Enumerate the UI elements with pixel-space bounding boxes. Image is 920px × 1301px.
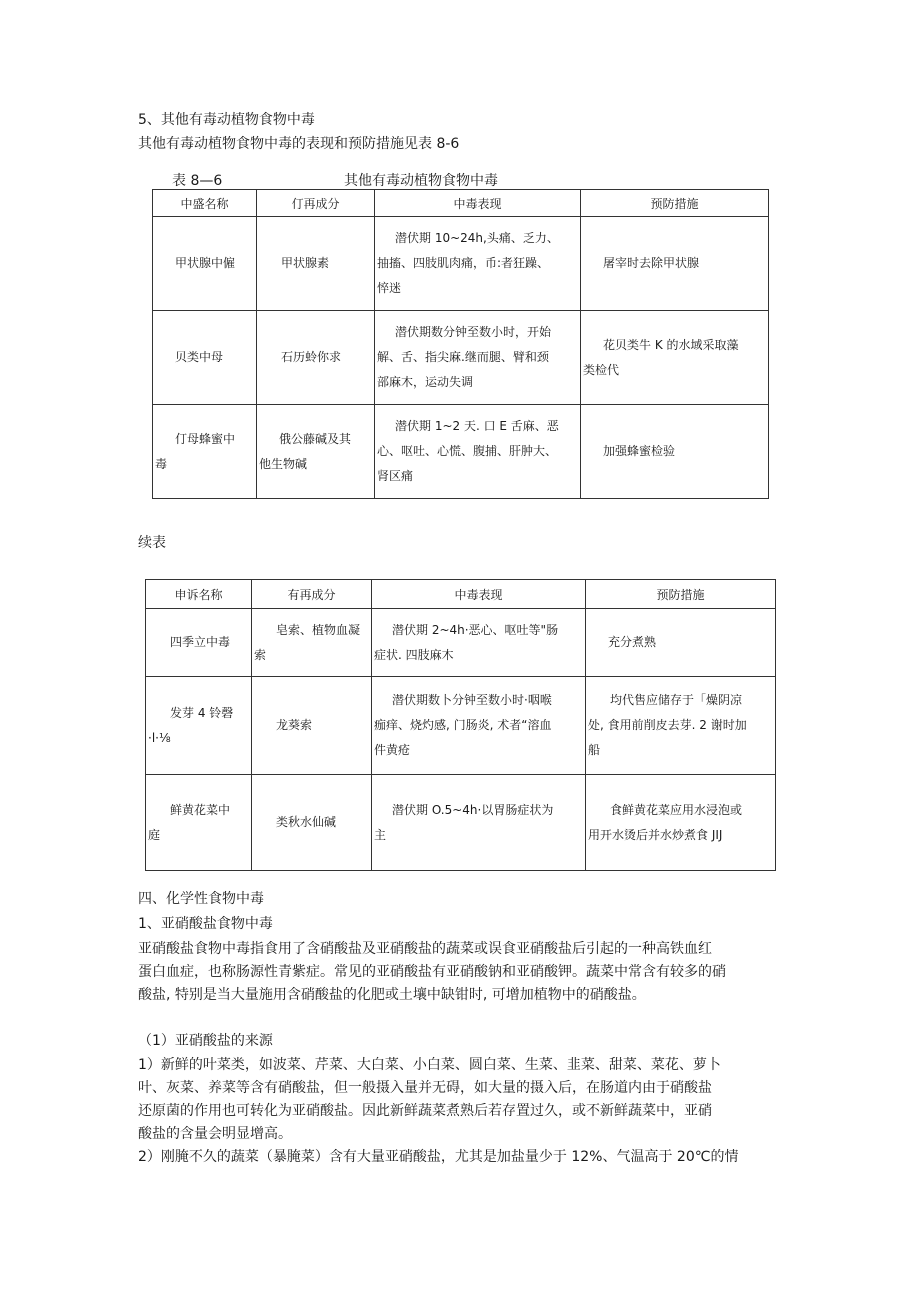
cell-line: 症状. 四肢麻木 xyxy=(374,647,454,662)
table-row xyxy=(146,775,776,871)
cell-toxin xyxy=(257,217,375,311)
table-row xyxy=(153,217,769,311)
section-5-intro: 其他有毒动植物食物中毒的表现和预防措施见表 8-6 xyxy=(138,136,460,152)
cell-line: 潜伏期数卜分钟至数小时·咽喉 xyxy=(392,693,552,707)
continued-label: 续表 xyxy=(138,535,166,551)
table-row xyxy=(146,609,776,677)
cell-line: 屠宰时去除甲状腺 xyxy=(603,256,700,270)
cell-line: 肾区痛 xyxy=(377,469,414,483)
table-2-header-row xyxy=(146,580,776,609)
cell-toxin xyxy=(252,775,372,871)
cell-line: 毒 xyxy=(155,456,168,471)
section-4-heading: 四、化学性食物中毒 xyxy=(138,891,264,907)
cell-line: 仃母蜂蜜中 xyxy=(175,431,236,446)
cell-line: 船 xyxy=(588,743,601,757)
paragraph-line: 叶、灰菜、养菜等含有硝酸盐，但一般摄入量并无碍，如大量的摄入后，在肠道内由于硝酸盐 xyxy=(138,1080,712,1096)
table-1-caption-label: 表 8—6 xyxy=(172,173,223,189)
cell-line: 类检代 xyxy=(583,362,620,377)
cell-prevention xyxy=(586,609,776,677)
cell-line: 类秋水仙碱 xyxy=(276,815,337,829)
cell-line: 用开水烫后并水炒煮食 JIJ xyxy=(588,827,723,842)
cell-line: 处, 食用前削皮去芽. 2 谢时加 xyxy=(588,718,747,732)
table-2-header-prevention: 预防措施 xyxy=(586,580,776,609)
table-2 xyxy=(145,579,776,871)
cell-line: 鲜黄花菜中 xyxy=(170,802,231,817)
section-5-heading: 5、其他有毒动植物食物中毒 xyxy=(138,112,315,128)
cell-line: 皂索、植物血凝 xyxy=(276,622,361,637)
cell-line: 花贝类牛 K 的水域采取藻 xyxy=(603,337,739,352)
table-1-header-symptoms: 中毒表现 xyxy=(375,190,581,217)
cell-toxin xyxy=(252,677,372,775)
cell-symptoms xyxy=(375,405,581,499)
cell-line: 四季立中毒 xyxy=(170,635,231,649)
cell-line: 庭 xyxy=(148,827,161,842)
paragraph-nitrite-sources-2 xyxy=(138,1146,788,1169)
paragraph-nitrite-definition xyxy=(138,938,788,1007)
paragraph-line: 1）新鲜的叶菜类，如波菜、芹菜、大白菜、小白菜、圆白菜、生菜、韭菜、甜菜、菜花、萝卜 xyxy=(138,1057,721,1073)
paragraph-nitrite-sources-1 xyxy=(138,1054,788,1146)
paragraph-line: 酸盐的含量会明显增高。 xyxy=(138,1126,292,1142)
cell-line: 潜伏期数分钟至数小时，开始 xyxy=(395,325,552,339)
table-1-header-name: 中盛名称 xyxy=(153,190,257,217)
table-row xyxy=(146,677,776,775)
cell-name xyxy=(153,217,257,311)
cell-symptoms xyxy=(375,311,581,405)
paragraph-line: 亚硝酸盐食物中毒指食用了含硝酸盐及亚硝酸盐的蔬菜或误食亚硝酸盐后引起的一种高铁血红 xyxy=(138,941,712,957)
cell-line: 他生物碱 xyxy=(259,456,308,471)
cell-name xyxy=(153,405,257,499)
table-1 xyxy=(152,189,769,499)
cell-line: 解、舌、指尖麻.继而腿、臂和颈 xyxy=(377,350,549,364)
table-2-header-toxin: 有再成分 xyxy=(252,580,372,609)
paragraph-line: 酸盐, 特别是当大量施用含硝酸盐的化肥或土壤中缺钳时, 可增加植物中的硝酸盐。 xyxy=(138,987,646,1003)
cell-line: 俄公藤碱及其 xyxy=(279,431,352,446)
cell-line: 心、呕吐、心慌、腹捕、肝肿大、 xyxy=(377,444,558,458)
cell-prevention xyxy=(586,677,776,775)
cell-prevention xyxy=(581,217,769,311)
cell-line: 潜伏期 2~4h·恶心、呕吐等"肠 xyxy=(392,622,559,637)
table-2-header-symptoms: 中毒表现 xyxy=(372,580,586,609)
cell-line: 潜伏期 10~24h,头痛、乏力、 xyxy=(395,231,559,245)
cell-line: ·l·⅛ xyxy=(148,730,171,745)
table-1-header-row xyxy=(153,190,769,217)
paragraph-line: 2）刚腌不久的蔬菜（暴腌菜）含有大量亚硝酸盐，尤其是加盐量少于 12%、气温高于 20℃的情 xyxy=(138,1149,739,1165)
cell-line: 龙葵索 xyxy=(276,718,313,732)
cell-prevention xyxy=(581,405,769,499)
cell-line: 充分煮熟 xyxy=(608,635,657,649)
cell-line: 食鲜黄花菜应用水浸泡或 xyxy=(610,802,743,817)
cell-line: 甲状腺素 xyxy=(281,256,330,270)
cell-toxin xyxy=(252,609,372,677)
table-row xyxy=(153,311,769,405)
cell-line: 抽搐、四肢肌肉痛，币:者狂躁、 xyxy=(377,256,550,270)
cell-prevention xyxy=(586,775,776,871)
section-4-subheading-2: （1）亚硝酸盐的来源 xyxy=(138,1033,273,1049)
cell-line: 件黄疮 xyxy=(374,743,411,757)
cell-name xyxy=(153,311,257,405)
cell-name xyxy=(146,677,252,775)
cell-line: 均代售应储存于「燥阴凉 xyxy=(610,693,743,707)
cell-symptoms xyxy=(375,217,581,311)
cell-name xyxy=(146,775,252,871)
table-1-header-prevention: 预防措施 xyxy=(581,190,769,217)
table-1-caption-title: 其他有毒动植物食物中毒 xyxy=(344,173,498,189)
cell-toxin xyxy=(257,405,375,499)
cell-line: 部麻木，运动失调 xyxy=(377,375,474,389)
section-4-subheading-1: 1、亚硝酸盐食物中毒 xyxy=(138,916,273,932)
cell-line: 石历蛉你求 xyxy=(281,350,342,364)
cell-line: 加强蜂蜜检验 xyxy=(603,444,676,458)
cell-line: 悴迷 xyxy=(377,281,402,295)
cell-toxin xyxy=(257,311,375,405)
cell-symptoms xyxy=(372,677,586,775)
paragraph-line: 还原菌的作用也可转化为亚硝酸盐。因此新鲜蔬菜煮熟后若存置过久，或不新鲜蔬菜中，亚硝 xyxy=(138,1103,712,1119)
cell-line: 甲状腺中僱 xyxy=(175,256,236,270)
cell-line: 痂痒、烧灼感, 门肠炎, 术者“溶血 xyxy=(374,718,552,732)
cell-symptoms xyxy=(372,609,586,677)
cell-line: 潜伏期 1~2 天. 口 E 舌麻、恶 xyxy=(395,419,559,433)
cell-line: 潜伏期 O.5~4h·以胃肠症状为 xyxy=(392,802,554,817)
paragraph-line: 蛋白血症，也称肠源性青紫症。常见的亚硝酸盐有亚硝酸钠和亚硝酸钾。蔬菜中常含有较多的硝 xyxy=(138,964,726,980)
cell-line: 发芽 4 铃磬 xyxy=(170,705,234,720)
cell-name xyxy=(146,609,252,677)
cell-prevention xyxy=(581,311,769,405)
cell-line: 主 xyxy=(374,827,387,842)
table-row xyxy=(153,405,769,499)
cell-symptoms xyxy=(372,775,586,871)
table-1-header-toxin: 仃再成分 xyxy=(257,190,375,217)
cell-line: 索 xyxy=(254,647,267,662)
table-2-header-name: 申诉名称 xyxy=(146,580,252,609)
cell-line: 贝类中母 xyxy=(175,350,224,364)
